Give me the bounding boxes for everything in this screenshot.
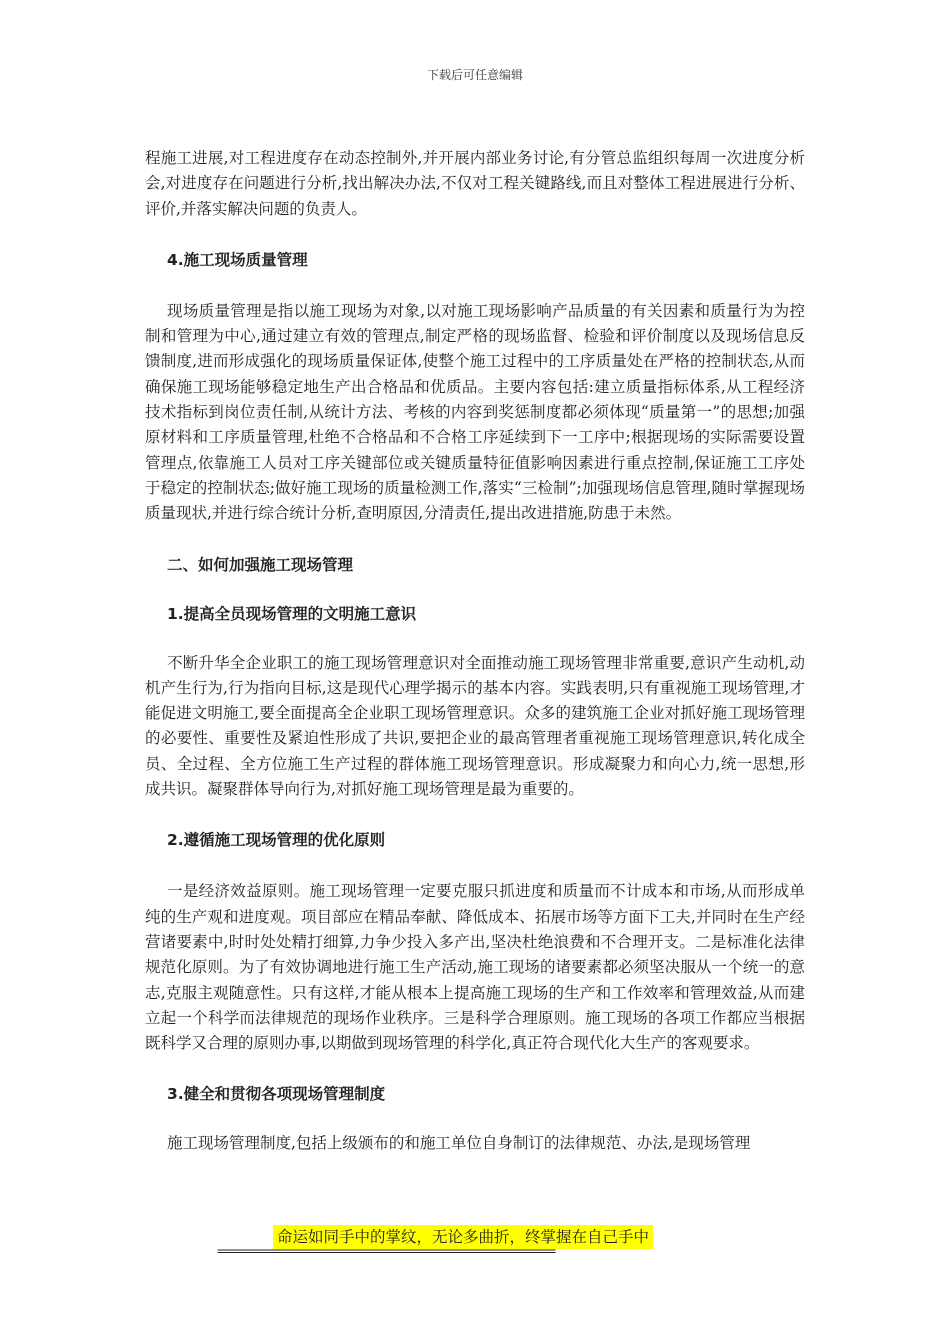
heading-management-systems: 3.健全和贯彻各项现场管理制度 xyxy=(167,1085,386,1104)
heading-quality-management: 4.施工现场质量管理 xyxy=(167,250,308,269)
footer-motto-highlight: 命运如同手中的掌纹，无论多曲折，终掌握在自己手中 xyxy=(273,1225,653,1249)
paragraph-management-systems: 施工现场管理制度,包括上级颁布的和施工单位自身制订的法律规范、办法,是现场管理 xyxy=(167,1134,751,1153)
document-body xyxy=(145,146,805,1157)
footer-divider: ============================================================ xyxy=(217,1244,555,1258)
page-header-note: 下载后可任意编辑 xyxy=(426,68,523,82)
paragraph-optimization-principles: 一是经济效益原则。施工现场管理一定要克服只抓进度和质量而不计成本和市场,从而形成单纯的生产观和进度观。项目部应在精品奉献、降低成本、拓展市场等方面下工夫,并同时在生产经营诸要素中,时时处处精打细算,力争少投入多产出,坚决杜绝浪费和不合理开支。二是标准化法律规范化原则。为了有效协调地进行施工生产活动,施工现场的诸要素都必须坚决服从一个统一的意志,克服主观随意性。只有这样,才能从根本上提高施工现场的生产和工作效率和管理效益,从而建立起一个科学而法律规范的现场作业秩序。三是科学合理原则。施工现场的各项工作都应当根据既科学又合理的原则办事,以期做到现场管理的科学化,真正符合现代化大生产的客观要求。 xyxy=(145,882,805,1053)
paragraph-civilized-construction-awareness: 不断升华全企业职工的施工现场管理意识对全面推动施工现场管理非常重要,意识产生动机,动机产生行为,行为指向目标,这是现代心理学揭示的基本内容。实践表明,只有重视施工现场管理,才能促进文明施工,要全面提高全企业职工现场管理意识。众多的建筑施工企业对抓好施工现场管理的必要性、重要性及紧迫性形成了共识,要把企业的最高管理者重视施工现场管理意识,转化成全员、全过程、全方位施工生产过程的群体施工现场管理意识。形成凝聚力和向心力,统一思想,形成共识。凝聚群体导向行为,对抓好施工现场管理是最为重要的。 xyxy=(145,653,805,799)
paragraph-quality-management: 现场质量管理是指以施工现场为对象,以对施工现场影响产品质量的有关因素和质量行为为控制和管理为中心,通过建立有效的管理点,制定严格的现场监督、检验和评价制度以及现场信息反馈制度,进而形成强化的现场质量保证体,使整个施工过程中的工序质量处在严格的控制状态,从而确保施工现场能够稳定地生产出合格品和优质品。主要内容包括:建立质量指标体系,从工程经济技术指标到岗位责任制,从统计方法、考核的内容到奖惩制度都必须体现“质量第一”的思想;加强原材料和工序质量管理,杜绝不合格品和不合格工序延续到下一工序中;根据现场的实际需要设置管理点,依靠施工人员对工序关键部位或关键质量特征值影响因素进行重点控制,保证施工工序处于稳定的控制状态;做好施工现场的质量检测工作,落实“三检制”;加强现场信息管理,随时掌握现场质量现状,并进行综合统计分析,查明原因,分清责任,提出改进措施,防患于未然。 xyxy=(145,301,805,523)
heading-civilized-construction-awareness: 1.提高全员现场管理的文明施工意识 xyxy=(167,604,417,623)
paragraph-progress-control: 程施工进展,对工程进度存在动态控制外,并开展内部业务讨论,有分管总监组织每周一次进度分析会,对进度存在问题进行分析,找出解决办法,不仅对工程关键路线,而且对整体工程进展进行分析、评价,并落实解决问题的负责人。 xyxy=(145,149,805,218)
heading-optimization-principles: 2.遵循施工现场管理的优化原则 xyxy=(167,831,386,850)
heading-strengthen-site-management: 二、如何加强施工现场管理 xyxy=(167,555,354,574)
